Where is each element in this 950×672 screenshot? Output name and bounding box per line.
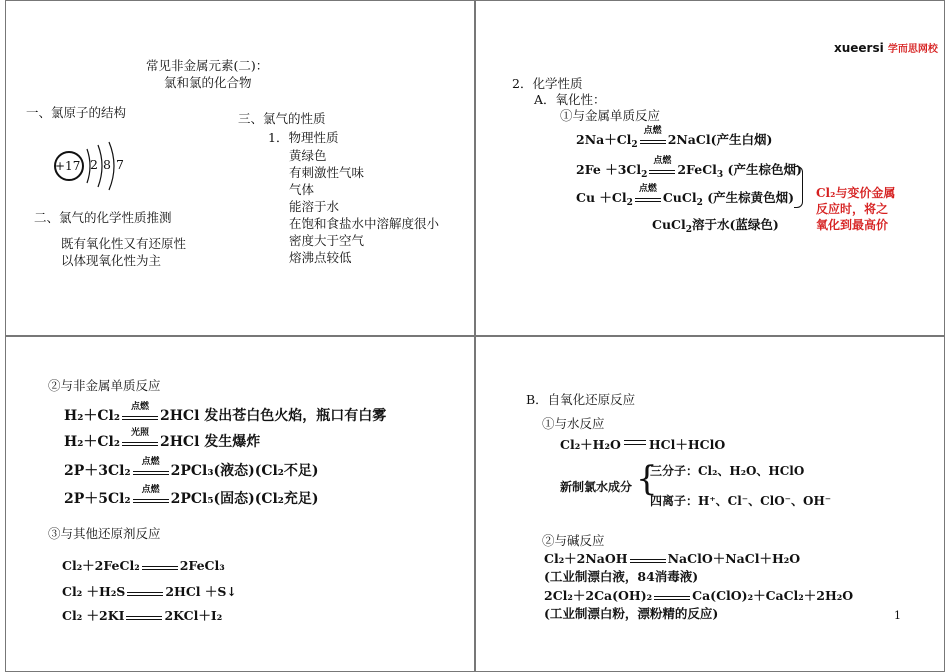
reaction-h2-burn: H₂＋Cl₂ 点燃 2HCl 发出苍白色火焰，瓶口有白雾 [64, 402, 387, 424]
reaction-water: Cl₂＋H₂O HCl＋HClO [560, 437, 726, 452]
water-reaction-heading: ①与水反应 [542, 416, 605, 431]
chlorine-water-label: 新制氯水成分 [560, 480, 633, 494]
slide-1 [5, 0, 475, 336]
brand-logo [834, 41, 938, 57]
eq-fe-reactants: 2Fe ＋3Cl [576, 162, 642, 177]
note-line-1: Cl₂与变价金属 [816, 186, 896, 200]
nucleus-charge: +17 [55, 159, 81, 173]
shell-arc-2 [98, 145, 102, 187]
property-item: 熔沸点较低 [289, 250, 352, 265]
equation-cu: $Cu +Cl_2$ 点燃 CuCl$_2$ (产生棕黄色烟) [576, 184, 795, 208]
caoh2-note: (工业制漂白粉，漂粉精的反应) [544, 606, 719, 621]
logo-chinese: 学而思网校 [887, 44, 938, 55]
note-line-2: 反应时，将之 [816, 202, 889, 216]
four-ions: 四离子：H⁺、Cl⁻、ClO⁻、OH⁻ [650, 494, 832, 508]
reaction-h2-light: H₂＋Cl₂ 光照 2HCl 发生爆炸 [64, 428, 261, 450]
slide-4 [475, 336, 945, 672]
property-item: 黄绿色 [289, 148, 327, 163]
eq-cu-products: CuCl [662, 190, 697, 205]
reaction-p-pcl3: 2P＋3Cl₂ 点燃 2PCl₃(液态)(Cl₂不足) [64, 457, 319, 479]
eq-fe-products: 2FeCl [677, 162, 717, 177]
property-item: 密度大于空气 [289, 233, 365, 248]
equation-fe: $2Fe +3Cl_2$ 点燃 2FeCl$_3$ (产生棕色烟) [576, 156, 802, 180]
equation-cucl2-dissolve: CuCl$_2$溶于水(蓝绿色) [652, 217, 779, 235]
base-reaction-heading: ②与碱反应 [542, 533, 605, 548]
chem-properties-heading: 2．化学性质 [512, 76, 583, 91]
slide-2 [475, 0, 945, 336]
reaction-fecl2: Cl₂＋2FeCl₂ 2FeCl₃ [62, 558, 225, 573]
eq-na-reactants: 2Na＋Cl [576, 132, 632, 147]
property-item: 气体 [289, 182, 315, 197]
shell-electrons-2: 8 [103, 157, 111, 172]
section-chlorine-properties: 三、氯气的性质 [238, 111, 326, 126]
reaction-caoh2: 2Cl₂＋2Ca(OH)₂ Ca(ClO)₂＋CaCl₂＋2H₂O [544, 588, 854, 603]
metal-reaction-heading: ①与金属单质反应 [560, 108, 661, 123]
reaction-naoh: Cl₂＋2NaOH NaClO＋NaCl＋H₂O [544, 551, 801, 566]
page-number: 1 [894, 609, 901, 622]
naoh-note: (工业制漂白液，84消毒液) [544, 569, 699, 584]
shell-electrons-1: 2 [90, 157, 98, 172]
eq-na-products: 2NaCl(产生白烟) [667, 132, 773, 147]
reaction-ki: Cl₂ ＋2KI 2KCl＋I₂ [62, 608, 223, 623]
equation-na: $2Na+Cl_2$ 点燃 2NaCl(产生白烟) [576, 126, 773, 150]
prediction-line-1: 既有氧化性又有还原性 [61, 236, 187, 251]
section-atom-structure: 一、氯原子的结构 [26, 105, 127, 120]
logo-latin: xueersi [834, 41, 884, 55]
eq-cu-reactants: Cu ＋Cl [576, 190, 627, 205]
property-item: 在饱和食盐水中溶解度很小 [289, 216, 440, 231]
nonmetal-reaction-heading: ②与非金属单质反应 [48, 378, 161, 393]
note-line-3: 氧化到最高价 [816, 218, 889, 232]
slide-title-line2: 氯和氯的化合物 [164, 75, 252, 90]
physical-properties-heading: 1．物理性质 [268, 130, 339, 145]
three-molecules: 三分子：Cl₂、H₂O、HClO [650, 464, 805, 478]
reaction-h2s: Cl₂ ＋H₂S 2HCl ＋S↓ [62, 584, 237, 599]
self-redox-heading: B．自氧化还原反应 [526, 392, 636, 407]
reductant-reaction-heading: ③与其他还原剂反应 [48, 526, 161, 541]
property-item: 能溶于水 [289, 199, 340, 214]
left-brace: { [636, 459, 658, 499]
section-chemical-prediction: 二、氯气的化学性质推测 [34, 210, 172, 225]
prediction-line-2: 以体现氧化性为主 [61, 253, 162, 268]
slide-title-line1: 常见非金属元素(二)： [146, 58, 269, 73]
shell-electrons-3: 7 [116, 157, 124, 172]
property-item: 有刺激性气味 [289, 165, 365, 180]
slide-3 [5, 336, 475, 672]
reaction-p-pcl5: 2P＋5Cl₂ 点燃 2PCl₅(固态)(Cl₂充足) [64, 485, 319, 507]
right-brace [794, 166, 803, 208]
oxidation-heading: A．氧化性： [534, 92, 606, 107]
